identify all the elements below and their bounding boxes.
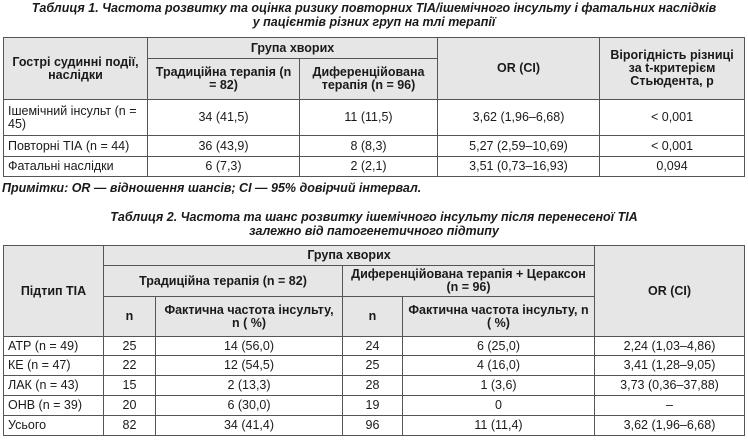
t1-cell-or: 3,62 (1,96–6,68) xyxy=(438,100,600,136)
table1-note: Примітки: OR — відношення шансів; CI — 95% довірчий інтервал. xyxy=(2,181,422,195)
t2-cell-subtype: ЛАК (n = 43) xyxy=(4,376,104,396)
table-row xyxy=(4,337,745,356)
t1-cell-or: 5,27 (2,59–10,69) xyxy=(438,136,600,157)
t1-cell-event: Ішемічний інсульт (n = 45) xyxy=(4,100,148,136)
t2-cell-f2: 0 xyxy=(403,396,595,416)
t2-cell-n1: 15 xyxy=(104,376,156,396)
table-row xyxy=(4,100,745,136)
t2-cell-n2: 24 xyxy=(343,337,403,356)
table2-caption-line2: залежно від патогенетичного підтипу xyxy=(249,224,499,238)
t2-cell-subtype: АТР (n = 49) xyxy=(4,337,104,356)
t2-cell-n1: 25 xyxy=(104,337,156,356)
table-row xyxy=(4,136,745,157)
t2-cell-f2: 11 (11,4) xyxy=(403,416,595,436)
t1-header-or: OR (CI) xyxy=(438,38,600,100)
t1-cell-event: Повторні ТІА (n = 44) xyxy=(4,136,148,157)
t2-header-n-differentiated: n xyxy=(343,297,403,337)
table2-caption-line1: Таблиця 2. Частота та шанс розвитку ішемічного інсульту після перенесеної ТІА xyxy=(110,210,638,224)
table1-caption-line1: Таблиця 1. Частота розвитку та оцінка ризику повторних ТІА/ішемічного інсульту і фатальних наслідків xyxy=(31,1,717,15)
t2-cell-subtype: Усього xyxy=(4,416,104,436)
table-row xyxy=(4,376,745,396)
t1-cell-p: < 0,001 xyxy=(600,100,745,136)
table-row xyxy=(4,416,745,436)
t2-cell-f1: 2 (13,3) xyxy=(156,376,343,396)
t1-header-pvalue: Вірогідність різниці за t-критерієм Стьюдента, р xyxy=(600,38,745,100)
t2-cell-f2: 4 (16,0) xyxy=(403,356,595,376)
t2-cell-subtype: КЕ (n = 47) xyxy=(4,356,104,376)
t1-cell-differentiated: 8 (8,3) xyxy=(300,136,438,157)
t1-cell-traditional: 6 (7,3) xyxy=(148,157,300,177)
t2-cell-n1: 22 xyxy=(104,356,156,376)
t2-header-differentiated: Диференційована терапія + Цераксон (n = 96) xyxy=(343,266,595,297)
t1-header-differentiated: Диференційована терапія (n = 96) xyxy=(300,59,438,100)
t2-cell-n2: 28 xyxy=(343,376,403,396)
t2-cell-f2: 6 (25,0) xyxy=(403,337,595,356)
t2-cell-f1: 34 (41,4) xyxy=(156,416,343,436)
table-row xyxy=(4,157,745,177)
t2-cell-f1: 12 (54,5) xyxy=(156,356,343,376)
t2-header-n-traditional: n xyxy=(104,297,156,337)
t2-cell-n1: 82 xyxy=(104,416,156,436)
t2-cell-n2: 19 xyxy=(343,396,403,416)
t2-cell-n1: 20 xyxy=(104,396,156,416)
t1-cell-event: Фатальні наслідки xyxy=(4,157,148,177)
t1-cell-p: < 0,001 xyxy=(600,136,745,157)
t1-cell-p: 0,094 xyxy=(600,157,745,177)
table2 xyxy=(3,245,745,436)
t2-cell-f2: 1 (3,6) xyxy=(403,376,595,396)
t1-cell-traditional: 36 (43,9) xyxy=(148,136,300,157)
t2-cell-subtype: ОНВ (n = 39) xyxy=(4,396,104,416)
t1-cell-traditional: 34 (41,5) xyxy=(148,100,300,136)
t2-cell-f1: 14 (56,0) xyxy=(156,337,343,356)
t2-cell-or: 3,62 (1,96–6,68) xyxy=(595,416,745,436)
t2-cell-n2: 25 xyxy=(343,356,403,376)
table-row xyxy=(4,356,745,376)
t1-cell-differentiated: 2 (2,1) xyxy=(300,157,438,177)
t1-cell-differentiated: 11 (11,5) xyxy=(300,100,438,136)
table1-caption-line2: у пацієнтів різних груп на тлі терапії xyxy=(252,15,496,29)
t2-cell-f1: 6 (30,0) xyxy=(156,396,343,416)
t2-cell-n2: 96 xyxy=(343,416,403,436)
t2-header-group: Група хворих xyxy=(104,246,595,266)
t2-header-subtype: Підтип ТІА xyxy=(4,246,104,337)
t2-cell-or: – xyxy=(595,396,745,416)
table-row xyxy=(4,396,745,416)
t1-header-group: Група хворих xyxy=(148,38,438,59)
t2-header-or: OR (CI) xyxy=(595,246,745,337)
t1-header-events: Гострі судинні події, наслідки xyxy=(4,38,148,100)
t2-cell-or: 2,24 (1,03–4,86) xyxy=(595,337,745,356)
t1-header-traditional: Традиційна терапія (n = 82) xyxy=(148,59,300,100)
table1 xyxy=(3,37,745,177)
table1-caption xyxy=(0,1,748,29)
t2-header-actual-differentiated: Фактична частота інсульту, n ( %) xyxy=(403,297,595,337)
t1-cell-or: 3,51 (0,73–16,93) xyxy=(438,157,600,177)
t2-cell-or: 3,73 (0,36–37,88) xyxy=(595,376,745,396)
t2-header-traditional: Традиційна терапія (n = 82) xyxy=(104,266,343,297)
table2-caption xyxy=(0,210,748,238)
t2-header-actual-traditional: Фактична частота інсульту, n ( %) xyxy=(156,297,343,337)
t2-cell-or: 3,41 (1,28–9,05) xyxy=(595,356,745,376)
